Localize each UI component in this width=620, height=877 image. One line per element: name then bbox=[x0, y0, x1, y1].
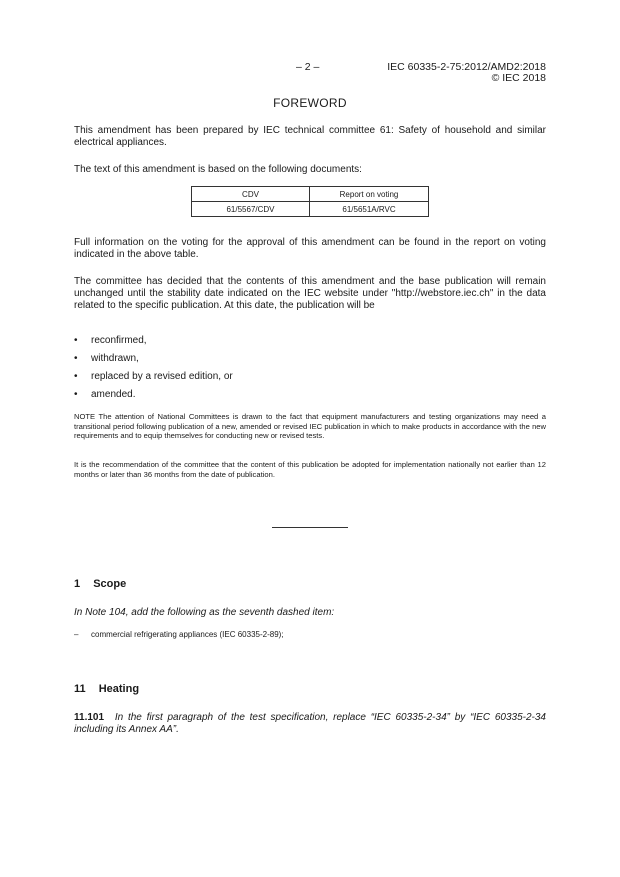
foreword-paragraph-voting: Full information on the voting for the approval of this amendment can be found in the report on voting indicated in the above table. bbox=[74, 237, 546, 261]
document-id: IEC 60335-2-75:2012/AMD2:2018 bbox=[387, 61, 546, 73]
dash-marker: – bbox=[74, 630, 79, 639]
section-heading-scope bbox=[74, 578, 126, 590]
note-paragraph: NOTE The attention of National Committees is drawn to the fact that equipment manufacturers and testing organizations may need a transitional period following publication of a new, amended or revised IEC publication in which to make products in accordance with the new requirements and to equip themselves for conducting new or revised tests. bbox=[74, 412, 546, 441]
list-item: • amended. bbox=[74, 389, 136, 400]
table-header-cdv: CDV bbox=[192, 187, 310, 202]
section-number: 1 bbox=[74, 578, 81, 590]
list-item: • reconfirmed, bbox=[74, 335, 147, 346]
clause-number: 11.101 bbox=[74, 712, 105, 723]
section-number: 11 bbox=[74, 683, 86, 695]
separator-rule bbox=[272, 527, 348, 528]
copyright-notice: © IEC 2018 bbox=[491, 72, 546, 84]
voting-table bbox=[191, 186, 429, 217]
recommendation-paragraph: It is the recommendation of the committee that the content of this publication be adopted for implementation nationally not earlier than 12 months or later than 36 months from the date of publication. bbox=[74, 460, 546, 479]
bullet-icon: • bbox=[74, 371, 78, 382]
list-item: • replaced by a revised edition, or bbox=[74, 371, 233, 382]
section-heading-heating bbox=[74, 683, 139, 695]
list-item bbox=[74, 630, 546, 640]
section-title: Heating bbox=[98, 683, 140, 695]
table-cell-cdv: 61/5567/CDV bbox=[192, 202, 310, 217]
foreword-paragraph-documents: The text of this amendment is based on the following documents: bbox=[74, 164, 362, 175]
scope-instruction: In Note 104, add the following as the seventh dashed item: bbox=[74, 607, 335, 618]
clause-11-101 bbox=[74, 712, 546, 737]
bullet-icon: • bbox=[74, 335, 78, 346]
table-cell-rvc: 61/5651A/RVC bbox=[310, 202, 429, 217]
table-header-report: Report on voting bbox=[310, 187, 429, 202]
page-number: – 2 – bbox=[296, 61, 320, 73]
scope-item-text: commercial refrigerating appliances (IEC 60335-2-89); bbox=[91, 630, 284, 639]
bullet-icon: • bbox=[74, 389, 78, 400]
table-header-row bbox=[192, 187, 429, 202]
foreword-title: FOREWORD bbox=[273, 96, 347, 110]
foreword-paragraph-stability: The committee has decided that the contents of this amendment and the base publication will remain unchanged until the stability date indicated on the IEC website under "http://webstore.iec.ch" in the data related to the specific publication. At this date, the publication will be bbox=[74, 276, 546, 312]
table-row bbox=[192, 202, 429, 217]
section-title: Scope bbox=[93, 578, 127, 590]
clause-text: In the first paragraph of the test specification, replace “IEC 60335-2-34” by “IEC 60335-2-34 including its Annex AA”. bbox=[74, 712, 546, 736]
bullet-icon: • bbox=[74, 353, 78, 364]
list-item: • withdrawn, bbox=[74, 353, 139, 364]
foreword-paragraph-committee: This amendment has been prepared by IEC technical committee 61: Safety of household and similar electrical appliances. bbox=[74, 125, 546, 149]
